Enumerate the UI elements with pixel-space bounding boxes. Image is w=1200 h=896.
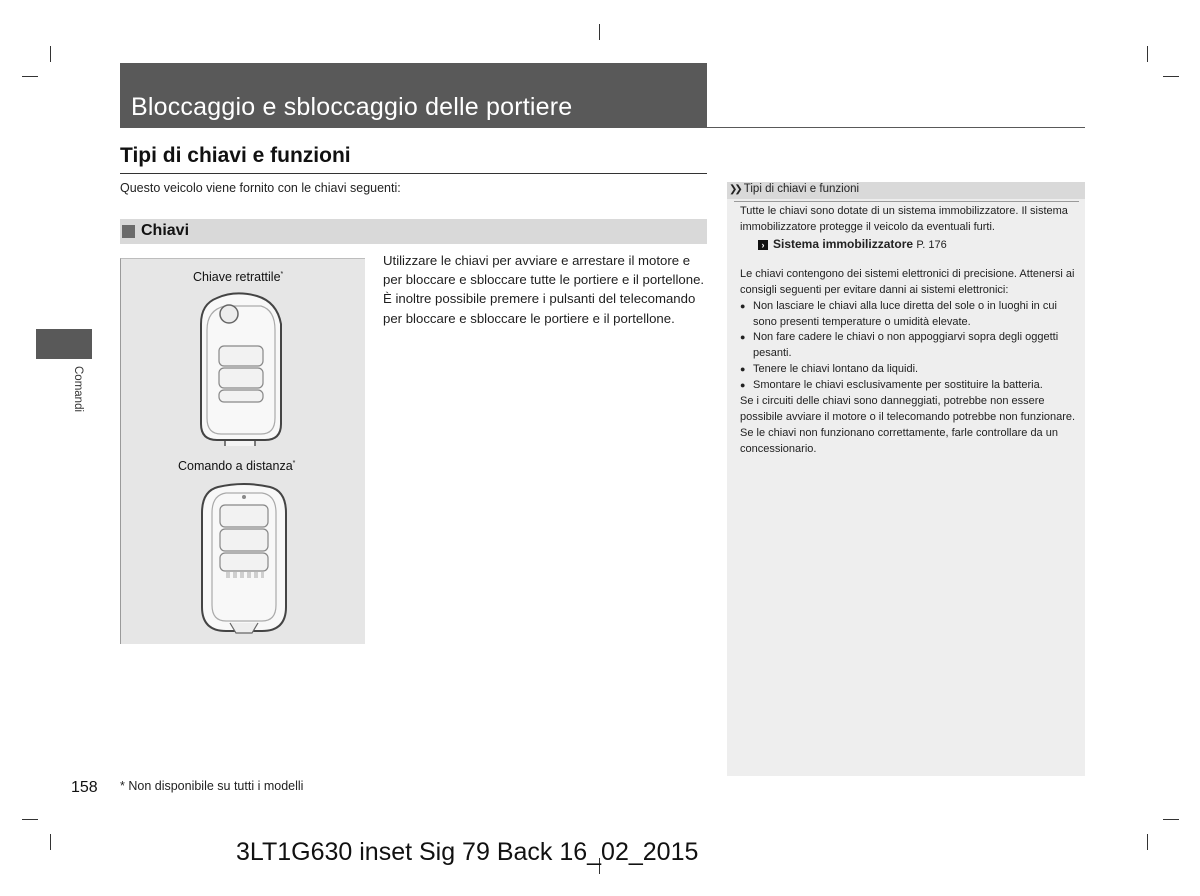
caption-retractable-key: Chiave retrattile* [193,270,284,284]
arrow-ref-icon: › [758,240,768,250]
remote-control-icon [198,483,290,635]
sidebar-header: ❯❯ Tipi di chiavi e funzioni [729,183,860,195]
sidebar-para-electronics: Le chiavi contengono dei sistemi elettronici di precisione. Attenersi ai consigli seguenti per evitare danni ai sistemi elettronici: [740,267,1075,296]
page-number: 158 [71,779,98,796]
section-title: Tipi di chiavi e funzioni [120,144,351,167]
list-item: ● Non fare cadere le chiavi o non appoggiarvi sopra degli oggetti pesanti. [740,330,1078,362]
chapter-tab-label: Comandi [72,366,84,413]
section-divider [120,173,707,174]
retractable-key-icon [195,290,290,446]
cross-reference-link[interactable]: › Sistema immobilizzatore P. 176 [740,236,1078,253]
subsection-title: Chiavi [141,222,190,239]
sidebar-para-dealer: Se le chiavi non funzionano correttamente, farle controllare da un concessionario. [740,426,1058,455]
print-slug: 3LT1G630 inset Sig 79 Back 16_02_2015 [236,838,699,866]
crop-mark [22,76,38,77]
list-item: ● Smontare le chiavi esclusivamente per sostituire la batteria. [740,378,1078,394]
list-item: ● Non lasciare le chiavi alla luce diretta del sole o in luoghi in cui sono presenti temperature o umidità elevate. [740,299,1078,331]
caption-remote: Comando a distanza* [178,459,296,473]
crop-mark [50,834,51,850]
square-icon [122,225,135,238]
crop-mark [50,46,51,62]
sidebar-divider [734,201,1079,202]
keys-description: Utilizzare le chiavi per avviare e arrestare il motore e per bloccare e sbloccare tutte le portiere e il portellone. È inoltre possibile premere i pulsanti del telecomando per bloccare e sbloccare le portiere e il portellone. [383,253,705,326]
section-intro: Questo veicolo viene fornito con le chiavi seguenti: [120,181,401,195]
page-title: Bloccaggio e sbloccaggio delle portiere [131,93,573,121]
double-chevron-icon: ❯❯ [729,184,740,195]
subsection-band [120,219,707,244]
chapter-tab [36,329,92,359]
list-item: ● Tenere le chiavi lontano da liquidi. [740,362,1078,378]
sidebar-para-damage: Se i circuiti delle chiavi sono danneggiati, potrebbe non essere possibile avviare il motore o il telecomando potrebbe non funzionare. [740,395,1076,423]
crop-mark [1147,834,1148,850]
sidebar-body [740,204,1078,458]
crop-mark [599,24,600,40]
sidebar-para-immobilizer: Tutte le chiavi sono dotate di un sistema immobilizzatore. Il sistema immobilizzatore protegge il veicolo da eventuali furti. [740,205,1068,233]
footnote: * Non disponibile su tutti i modelli [120,779,304,793]
crop-mark [1163,819,1179,820]
crop-mark [1163,76,1179,77]
crop-mark [22,819,38,820]
crop-mark [1147,46,1148,62]
header-divider [120,127,1085,128]
